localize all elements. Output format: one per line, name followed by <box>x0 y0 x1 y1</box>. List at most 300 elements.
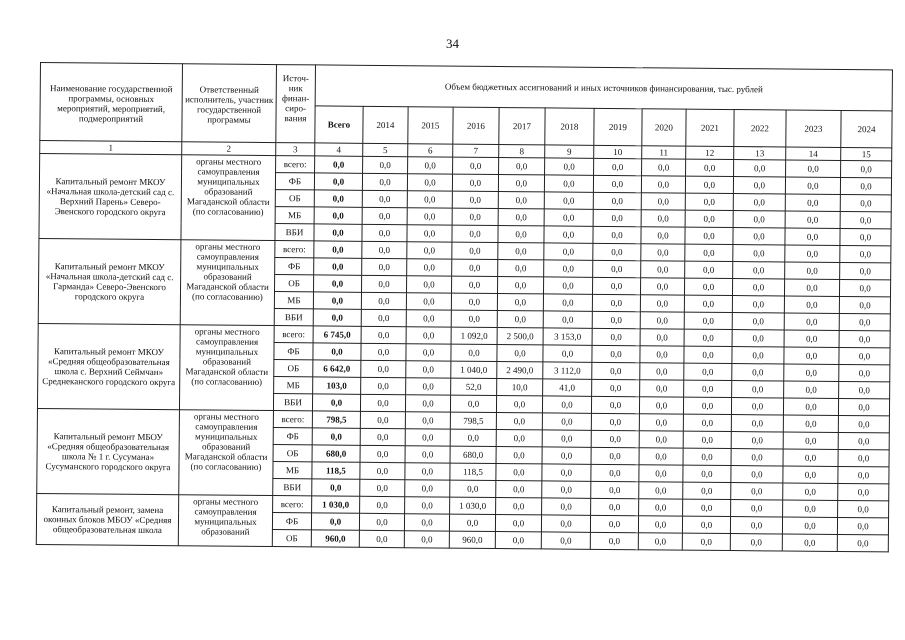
year-value: 0,0 <box>639 465 683 482</box>
year-value: 0,0 <box>732 313 784 330</box>
year-value: 0,0 <box>683 448 731 465</box>
total-value: 0,0 <box>313 309 361 326</box>
year-value: 0,0 <box>360 462 405 479</box>
year-value: 0,0 <box>734 160 786 177</box>
year-value: 0,0 <box>731 483 783 500</box>
total-value: 0,0 <box>314 173 362 190</box>
year-value: 0,0 <box>452 242 498 259</box>
year-value: 0,0 <box>639 431 683 448</box>
year-value: 0,0 <box>407 191 452 208</box>
year-value: 0,0 <box>496 446 542 463</box>
funding-source: МБ <box>274 292 313 309</box>
year-value: 0,0 <box>783 432 838 449</box>
year-value: 0,0 <box>405 446 450 463</box>
funding-source: МБ <box>274 377 313 394</box>
total-value: 118,5 <box>312 462 360 479</box>
year-value: 0,0 <box>838 449 889 466</box>
funding-source: ОБ <box>273 445 312 462</box>
year-value: 0,0 <box>450 395 496 412</box>
year-value: 0,0 <box>544 260 593 277</box>
year-value: 0,0 <box>733 177 785 194</box>
column-number: 13 <box>734 147 786 160</box>
year-value: 0,0 <box>684 329 732 346</box>
year-value: 0,0 <box>731 398 783 415</box>
year-value: 0,0 <box>684 312 732 329</box>
year-value: 0,0 <box>498 243 544 260</box>
year-value: 0,0 <box>784 381 839 398</box>
year-value: 0,0 <box>593 243 641 260</box>
year-value: 0,0 <box>785 194 840 211</box>
year-value: 0,0 <box>839 347 890 364</box>
year-value: 0,0 <box>840 177 891 194</box>
year-value: 0,0 <box>360 496 405 513</box>
year-value: 0,0 <box>685 193 733 210</box>
year-value: 0,0 <box>544 192 593 209</box>
year-value: 0,0 <box>838 483 889 500</box>
year-value: 0,0 <box>591 464 639 481</box>
funding-source: ВБИ <box>275 224 314 241</box>
total-value: 0,0 <box>312 479 360 496</box>
funding-source: ФБ <box>275 173 314 190</box>
budget-table-sheet <box>36 62 893 552</box>
column-number: 8 <box>499 145 545 158</box>
year-value: 0,0 <box>362 207 407 224</box>
year-value: 0,0 <box>684 380 732 397</box>
funding-source: ОБ <box>275 275 314 292</box>
year-value: 2 490,0 <box>497 361 543 378</box>
year-value: 0,0 <box>498 192 544 209</box>
year-value: 0,0 <box>731 415 783 432</box>
column-number: 10 <box>594 145 642 158</box>
year-value: 0,0 <box>541 515 590 532</box>
year-value: 0,0 <box>362 241 407 258</box>
year-value: 0,0 <box>783 483 838 500</box>
year-value: 0,0 <box>731 466 783 483</box>
column-number: 3 <box>276 143 315 156</box>
year-value: 0,0 <box>785 262 840 279</box>
header-allocations: Объем бюджетных ассигнований и иных источников финансирования, тыс. рублей <box>315 65 892 111</box>
year-value: 0,0 <box>496 412 542 429</box>
year-header: 2014 <box>363 106 408 143</box>
funding-source: ФБ <box>274 343 313 360</box>
funding-source: ВБИ <box>274 309 313 326</box>
year-value: 0,0 <box>640 346 684 363</box>
year-value: 0,0 <box>786 160 841 177</box>
year-value: 0,0 <box>592 362 640 379</box>
year-value: 0,0 <box>685 210 733 227</box>
year-value: 0,0 <box>641 244 685 261</box>
column-number: 9 <box>545 145 594 158</box>
year-value: 0,0 <box>593 209 641 226</box>
year-value: 0,0 <box>362 173 407 190</box>
year-value: 0,0 <box>591 447 639 464</box>
year-value: 0,0 <box>406 310 451 327</box>
year-value: 0,0 <box>591 430 639 447</box>
year-value: 0,0 <box>362 224 407 241</box>
year-value: 0,0 <box>497 294 543 311</box>
year-value: 0,0 <box>639 499 683 516</box>
responsible-executor: органы местного самоуправления муниципальных образований Магаданской области (по согласованию) <box>180 240 275 326</box>
year-value: 0,0 <box>640 363 684 380</box>
year-value: 0,0 <box>593 175 641 192</box>
year-value: 0,0 <box>840 262 891 279</box>
year-value: 0,0 <box>640 295 684 312</box>
year-value: 0,0 <box>593 260 641 277</box>
funding-source: ФБ <box>272 513 311 530</box>
funding-source: всего: <box>275 241 314 258</box>
year-value: 0,0 <box>498 209 544 226</box>
year-value: 118,5 <box>450 463 496 480</box>
funding-source: ОБ <box>274 360 313 377</box>
column-number: 11 <box>642 146 686 159</box>
year-value: 0,0 <box>360 445 405 462</box>
funding-source: ФБ <box>275 258 314 275</box>
program-name: Капитальный ремонт МКОУ «Начальная школа-детский сад с. Гарманда» Северо-Эвенского городского округа <box>38 238 181 324</box>
year-value: 0,0 <box>732 279 784 296</box>
year-value: 0,0 <box>591 396 639 413</box>
column-number: 5 <box>363 143 408 156</box>
year-value: 0,0 <box>404 514 449 531</box>
year-value: 0,0 <box>405 429 450 446</box>
funding-source: всего: <box>274 326 313 343</box>
year-value: 0,0 <box>406 293 451 310</box>
year-value: 0,0 <box>782 534 837 551</box>
year-value: 0,0 <box>784 296 839 313</box>
program-name: Капитальный ремонт МКОУ «Средняя общеобразовательная школа с. Верхний Сеймчан» Среднеканского городского округа <box>37 323 180 409</box>
funding-source: МБ <box>273 462 312 479</box>
year-value: 0,0 <box>683 499 731 516</box>
year-value: 0,0 <box>732 296 784 313</box>
total-value: 680,0 <box>312 445 360 462</box>
year-value: 0,0 <box>544 209 593 226</box>
page-number: 34 <box>446 36 459 51</box>
year-value: 0,0 <box>496 497 542 514</box>
year-value: 0,0 <box>840 245 891 262</box>
year-value: 0,0 <box>733 262 785 279</box>
year-value: 0,0 <box>590 515 638 532</box>
year-value: 0,0 <box>542 481 591 498</box>
year-value: 0,0 <box>362 275 407 292</box>
year-value: 0,0 <box>730 517 782 534</box>
year-value: 1 030,0 <box>450 497 496 514</box>
funding-source: ВБИ <box>273 479 312 496</box>
year-value: 0,0 <box>684 346 732 363</box>
year-value: 0,0 <box>542 413 591 430</box>
year-value: 0,0 <box>451 276 497 293</box>
budget-table <box>36 62 893 552</box>
table-header <box>40 63 893 161</box>
total-value: 0,0 <box>315 156 363 173</box>
year-value: 0,0 <box>591 481 639 498</box>
year-value: 0,0 <box>543 294 592 311</box>
column-number: 4 <box>315 143 363 156</box>
year-value: 0,0 <box>685 261 733 278</box>
year-value: 0,0 <box>839 330 890 347</box>
year-value: 0,0 <box>542 396 591 413</box>
year-value: 0,0 <box>731 432 783 449</box>
year-value: 0,0 <box>592 345 640 362</box>
year-value: 0,0 <box>361 377 406 394</box>
year-value: 0,0 <box>496 429 542 446</box>
year-value: 0,0 <box>495 531 541 548</box>
total-value: 1 030,0 <box>312 496 360 513</box>
year-value: 0,0 <box>593 192 641 209</box>
year-value: 0,0 <box>360 479 405 496</box>
total-value: 0,0 <box>312 428 360 445</box>
year-value: 1 040,0 <box>451 361 497 378</box>
year-value: 0,0 <box>363 156 408 173</box>
year-value: 0,0 <box>543 311 592 328</box>
year-value: 0,0 <box>405 412 450 429</box>
year-value: 0,0 <box>590 532 638 549</box>
table-body <box>36 154 892 552</box>
year-value: 0,0 <box>543 345 592 362</box>
year-value: 0,0 <box>785 177 840 194</box>
year-value: 3 153,0 <box>543 328 592 345</box>
year-value: 0,0 <box>361 360 406 377</box>
year-value: 0,0 <box>733 194 785 211</box>
year-value: 0,0 <box>682 533 730 550</box>
year-value: 0,0 <box>405 395 450 412</box>
year-value: 0,0 <box>407 225 452 242</box>
year-value: 0,0 <box>641 193 685 210</box>
year-value: 0,0 <box>497 344 543 361</box>
year-value: 0,0 <box>683 465 731 482</box>
year-value: 0,0 <box>361 309 406 326</box>
year-value: 0,0 <box>641 210 685 227</box>
column-number: 12 <box>686 146 734 159</box>
year-header: 2016 <box>453 107 499 144</box>
year-value: 0,0 <box>731 500 783 517</box>
year-header: 2022 <box>734 110 786 147</box>
year-value: 0,0 <box>406 327 451 344</box>
year-value: 0,0 <box>450 480 496 497</box>
column-number: 7 <box>453 144 499 157</box>
year-value: 41,0 <box>543 379 592 396</box>
year-value: 0,0 <box>592 277 640 294</box>
year-value: 0,0 <box>641 261 685 278</box>
year-value: 0,0 <box>783 398 838 415</box>
header-name: Наименование государственной программы, основных мероприятий, мероприятий, подмероприятий <box>40 63 183 142</box>
year-value: 0,0 <box>592 379 640 396</box>
year-value: 0,0 <box>639 397 683 414</box>
year-value: 0,0 <box>407 208 452 225</box>
year-value: 0,0 <box>408 157 453 174</box>
year-value: 0,0 <box>685 244 733 261</box>
total-value: 0,0 <box>314 258 362 275</box>
year-value: 10,0 <box>497 378 543 395</box>
year-value: 0,0 <box>542 447 591 464</box>
year-value: 0,0 <box>839 364 890 381</box>
year-header: 2018 <box>545 108 594 145</box>
year-value: 0,0 <box>545 158 594 175</box>
year-value: 1 092,0 <box>451 327 497 344</box>
year-value: 0,0 <box>730 534 782 551</box>
year-value: 0,0 <box>450 429 496 446</box>
year-value: 0,0 <box>840 194 891 211</box>
funding-source: всего: <box>273 411 312 428</box>
year-value: 0,0 <box>640 278 684 295</box>
year-value: 0,0 <box>638 533 682 550</box>
year-value: 0,0 <box>405 497 450 514</box>
year-value: 0,0 <box>452 191 498 208</box>
year-value: 0,0 <box>407 259 452 276</box>
year-value: 0,0 <box>449 514 495 531</box>
year-value: 0,0 <box>785 245 840 262</box>
total-value: 6 745,0 <box>313 326 361 343</box>
year-value: 0,0 <box>838 398 889 415</box>
year-value: 2 500,0 <box>497 327 543 344</box>
year-value: 0,0 <box>592 294 640 311</box>
year-value: 0,0 <box>683 397 731 414</box>
year-value: 0,0 <box>361 292 406 309</box>
funding-source: всего: <box>273 496 312 513</box>
year-value: 0,0 <box>543 277 592 294</box>
program-name: Капитальный ремонт МБОУ «Средняя общеобразовательная школа № 1 г. Сусумана» Сусуманского городского округа <box>37 408 180 494</box>
year-header: 2023 <box>786 110 841 147</box>
year-value: 0,0 <box>839 296 890 313</box>
column-number: 15 <box>841 147 892 160</box>
header-responsible: Ответственный исполнитель, участник государственной программы <box>182 64 277 143</box>
year-value: 0,0 <box>406 378 451 395</box>
funding-source: ФБ <box>273 428 312 445</box>
year-value: 0,0 <box>360 394 405 411</box>
year-value: 0,0 <box>406 344 451 361</box>
year-value: 0,0 <box>784 347 839 364</box>
year-value: 798,5 <box>450 412 496 429</box>
year-value: 0,0 <box>405 480 450 497</box>
year-value: 0,0 <box>451 344 497 361</box>
total-value: 0,0 <box>314 190 362 207</box>
year-header: Всего <box>315 106 363 143</box>
year-value: 0,0 <box>640 380 684 397</box>
total-value: 960,0 <box>311 530 359 547</box>
year-value: 0,0 <box>591 413 639 430</box>
year-value: 0,0 <box>594 158 642 175</box>
year-value: 0,0 <box>362 258 407 275</box>
year-header: 2017 <box>499 108 545 145</box>
year-value: 0,0 <box>542 430 591 447</box>
year-value: 0,0 <box>405 463 450 480</box>
responsible-executor: органы местного самоуправления муниципальных образований <box>178 495 272 547</box>
year-value: 0,0 <box>732 330 784 347</box>
year-value: 0,0 <box>451 310 497 327</box>
year-value: 0,0 <box>592 311 640 328</box>
year-value: 0,0 <box>838 500 889 517</box>
year-value: 0,0 <box>838 432 889 449</box>
funding-source: ВБИ <box>273 394 312 411</box>
total-value: 0,0 <box>313 343 361 360</box>
year-value: 0,0 <box>497 311 543 328</box>
year-value: 0,0 <box>733 228 785 245</box>
column-number: 2 <box>182 142 276 156</box>
total-value: 0,0 <box>314 207 362 224</box>
year-value: 960,0 <box>449 531 495 548</box>
year-value: 0,0 <box>784 330 839 347</box>
year-value: 0,0 <box>783 466 838 483</box>
year-value: 0,0 <box>592 328 640 345</box>
total-value: 6 642,0 <box>313 360 361 377</box>
year-value: 0,0 <box>641 227 685 244</box>
funding-source: ОБ <box>272 530 311 547</box>
total-value: 0,0 <box>314 241 362 258</box>
year-value: 0,0 <box>685 227 733 244</box>
year-value: 0,0 <box>840 211 891 228</box>
year-value: 0,0 <box>640 312 684 329</box>
year-value: 0,0 <box>360 411 405 428</box>
year-value: 0,0 <box>359 513 404 530</box>
year-value: 0,0 <box>362 190 407 207</box>
program-name: Капитальный ремонт МКОУ «Начальная школа-детский сад с. Верхний Парень» Северо-Эвенского городского округа <box>39 154 182 240</box>
year-value: 0,0 <box>683 414 731 431</box>
year-value: 0,0 <box>684 278 732 295</box>
responsible-executor: органы местного самоуправления муниципальных образований Магаданской области (по согласованию) <box>181 155 276 241</box>
year-value: 0,0 <box>452 174 498 191</box>
year-value: 0,0 <box>361 343 406 360</box>
year-value: 0,0 <box>841 160 892 177</box>
year-value: 0,0 <box>733 245 785 262</box>
column-number: 14 <box>786 147 841 160</box>
year-value: 0,0 <box>639 448 683 465</box>
year-value: 0,0 <box>453 157 499 174</box>
year-value: 0,0 <box>542 464 591 481</box>
year-value: 0,0 <box>638 516 682 533</box>
year-value: 0,0 <box>732 364 784 381</box>
year-value: 0,0 <box>640 329 684 346</box>
year-value: 0,0 <box>683 482 731 499</box>
year-value: 0,0 <box>685 176 733 193</box>
year-value: 0,0 <box>732 381 784 398</box>
responsible-executor: органы местного самоуправления муниципальных образований Магаданской области (по согласованию) <box>179 325 274 411</box>
year-value: 0,0 <box>542 498 591 515</box>
year-header: 2015 <box>408 107 453 144</box>
column-number: 6 <box>408 144 453 157</box>
year-value: 0,0 <box>497 277 543 294</box>
year-value: 0,0 <box>782 517 837 534</box>
funding-source: ОБ <box>275 190 314 207</box>
year-value: 0,0 <box>839 279 890 296</box>
year-value: 0,0 <box>684 295 732 312</box>
year-value: 0,0 <box>407 276 452 293</box>
year-value: 0,0 <box>641 176 685 193</box>
year-value: 0,0 <box>406 361 451 378</box>
year-value: 0,0 <box>784 313 839 330</box>
year-value: 0,0 <box>837 517 888 534</box>
year-value: 0,0 <box>498 260 544 277</box>
year-value: 0,0 <box>404 531 449 548</box>
year-value: 0,0 <box>361 326 406 343</box>
funding-source: всего: <box>276 156 315 173</box>
year-value: 0,0 <box>593 226 641 243</box>
year-value: 0,0 <box>785 211 840 228</box>
year-value: 0,0 <box>591 498 639 515</box>
year-value: 0,0 <box>544 226 593 243</box>
year-value: 0,0 <box>452 208 498 225</box>
total-value: 0,0 <box>312 394 360 411</box>
year-value: 0,0 <box>838 415 889 432</box>
total-value: 0,0 <box>313 292 361 309</box>
year-value: 3 112,0 <box>543 362 592 379</box>
year-value: 0,0 <box>496 395 542 412</box>
year-value: 0,0 <box>683 431 731 448</box>
total-value: 0,0 <box>314 224 362 241</box>
year-value: 0,0 <box>544 243 593 260</box>
year-value: 0,0 <box>642 159 686 176</box>
year-value: 0,0 <box>838 466 889 483</box>
year-value: 0,0 <box>452 225 498 242</box>
total-value: 0,0 <box>311 513 359 530</box>
program-name: Капитальный ремонт, замена оконных блоков МБОУ «Средняя общеобразовательная школа <box>36 493 178 545</box>
